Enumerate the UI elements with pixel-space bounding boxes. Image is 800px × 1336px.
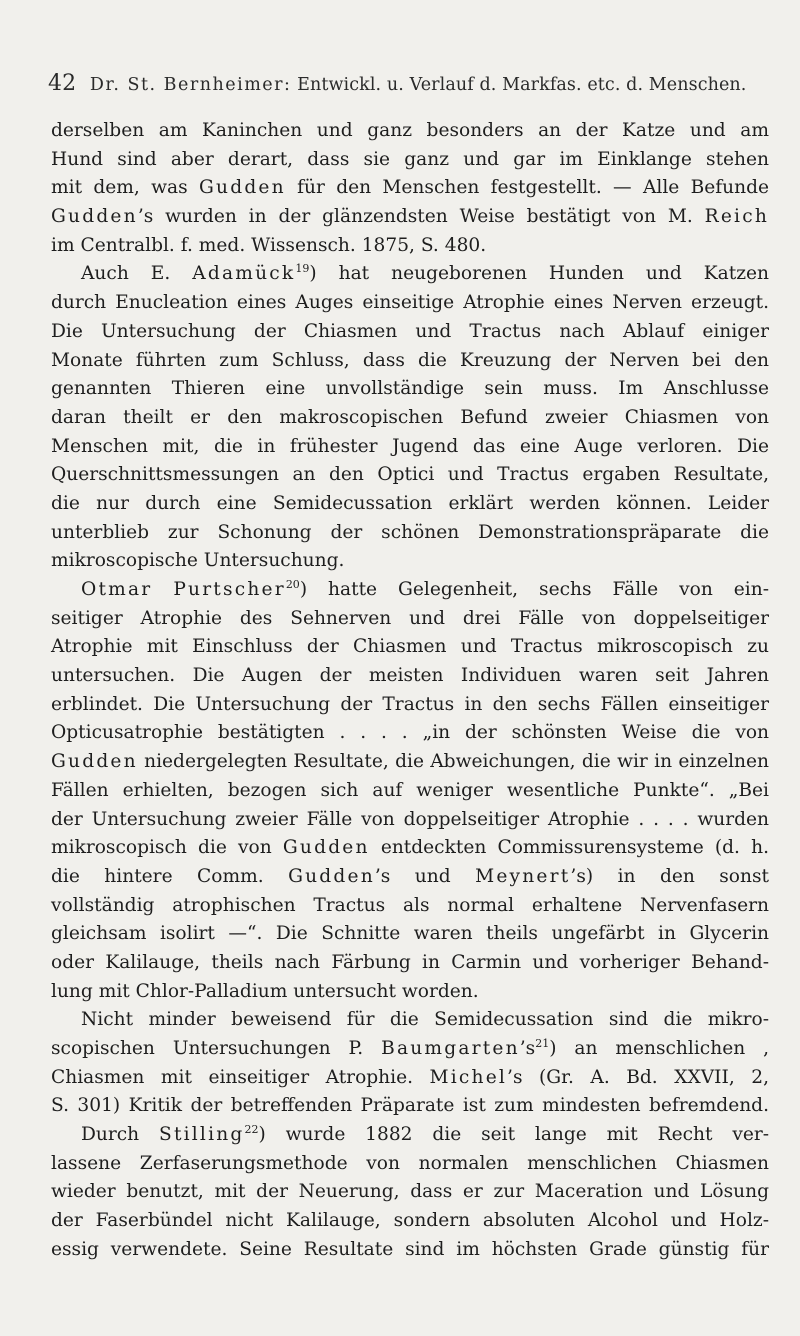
text-line: gleichsam isolirt —“. Die Schnitte waren theils ungefärbt in Glycerin xyxy=(51,923,769,945)
text-line: scopischen Untersuchungen P. $Baumgarten’s^{21}$) an menschlichen , xyxy=(51,1037,770,1059)
body-text xyxy=(51,117,769,1265)
text-line: Hund sind aber derart, dass sie ganz und gar im Einklange stehen xyxy=(51,148,769,170)
text-line: erblindet. Die Untersuchung der Tractus in den sechs Fällen einseitiger xyxy=(51,693,769,715)
text-line: Die Untersuchung der Chiasmen und Tractus nach Ablauf einiger xyxy=(51,320,769,342)
text-line: Durch Stilling$^{22}$) wurde 1882 die seit lange mit Recht ver- xyxy=(81,1123,769,1146)
text-line: wieder benutzt, mit der Neuerung, dass er zur Maceration und Lösung xyxy=(51,1181,769,1203)
page-number: 42 xyxy=(48,71,77,96)
text-line: genannten Thieren eine unvollständige sein muss. Im Anschlusse xyxy=(51,378,769,400)
text-line: die nur durch eine Semidecussation erklärt werden können. Leider xyxy=(51,492,769,514)
text-line: lung mit Chlor-Palladium untersucht worden. xyxy=(51,980,479,1002)
text-line: Atrophie mit Einschluss der Chiasmen und Tractus mikroscopisch zu xyxy=(51,636,769,658)
text-line: der Faserbündel nicht Kalilauge, sondern absoluten Alcohol und Holz- xyxy=(51,1210,769,1232)
header-title: Entwickl. u. Verlauf d. Markfas. etc. d. Menschen. xyxy=(297,75,747,95)
text-line: Querschnittsmessungen an den Optici und Tractus ergaben Resultate, xyxy=(51,464,769,486)
text-line: Chiasmen mit einseitiger Atrophie. Michel’s (Gr. A. Bd. XXVII, 2, xyxy=(51,1066,769,1088)
text-line: Fällen erhielten, bezogen sich auf weniger wesentliche Punkte“. „Bei xyxy=(51,779,769,801)
text-line: die hintere Comm. Gudden’s und Meynert’s) in den sonst xyxy=(51,865,769,887)
text-line: Gudden’s wurden in der glänzendsten Weise bestätigt von M. Reich xyxy=(51,206,769,228)
text-line: mikroscopisch die von Gudden entdeckten Commissurensysteme (d. h. xyxy=(51,837,769,859)
text-line: Auch E. Adamück$^{19}$) hat neugeborenen Hunden und Katzen xyxy=(81,262,769,285)
text-line: Monate führten zum Schluss, dass die Kreuzung der Nerven bei den xyxy=(51,349,769,371)
text-line: untersuchen. Die Augen der meisten Individuen waren seit Jahren xyxy=(51,665,769,687)
text-line: durch Enucleation eines Auges einseitige Atrophie eines Nerven erzeugt. xyxy=(51,292,769,314)
running-header xyxy=(48,71,768,96)
text-line: Menschen mit, die in frühester Jugend das eine Auge verloren. Die xyxy=(51,435,769,457)
text-line: im Centralbl. f. med. Wissensch. 1875, S. 480. xyxy=(51,234,487,256)
text-line: S. 301) Kritik der betreffenden Präparate ist zum mindesten befremdend. xyxy=(51,1095,769,1117)
text-line: mit dem, was Gudden für den Menschen festgestellt. — Alle Befunde xyxy=(51,177,769,199)
text-line: oder Kalilauge, theils nach Färbung in Carmin und vorheriger Behand- xyxy=(51,951,769,973)
text-line: Opticusatrophie bestätigten . . . . „in der schönsten Weise die von xyxy=(51,722,769,744)
text-line: unterblieb zur Schonung der schönen Demonstrationspräparate die xyxy=(51,521,769,543)
text-line: seitiger Atrophie des Sehnerven und drei Fälle von doppelseitiger xyxy=(51,607,769,629)
text-line: derselben am Kaninchen und ganz besonders an der Katze und am xyxy=(51,120,769,141)
text-line: Nicht minder beweisend für die Semidecussation sind die mikro- xyxy=(81,1009,769,1031)
text-line: Gudden niedergelegten Resultate, die Abweichungen, die wir in einzelnen xyxy=(51,751,769,773)
text-line: lassene Zerfaserungsmethode von normalen menschlichen Chiasmen xyxy=(51,1152,769,1174)
text-line: der Untersuchung zweier Fälle von doppelseitiger Atrophie . . . . wurden xyxy=(51,808,769,830)
header-author: Dr. St. Bernheimer: xyxy=(89,75,292,95)
text-line: vollständig atrophischen Tractus als normal erhaltene Nervenfasern xyxy=(51,894,769,916)
text-line: Otmar Purtscher$^{20}$) hatte Gelegenheit, sechs Fälle von ein- xyxy=(81,578,769,600)
text-line: mikroscopische Untersuchung. xyxy=(51,550,345,572)
text-line: essig verwendete. Seine Resultate sind im höchsten Grade günstig für xyxy=(51,1238,769,1260)
text-line: daran theilt er den makroscopischen Befund zweier Chiasmen von xyxy=(51,406,769,428)
